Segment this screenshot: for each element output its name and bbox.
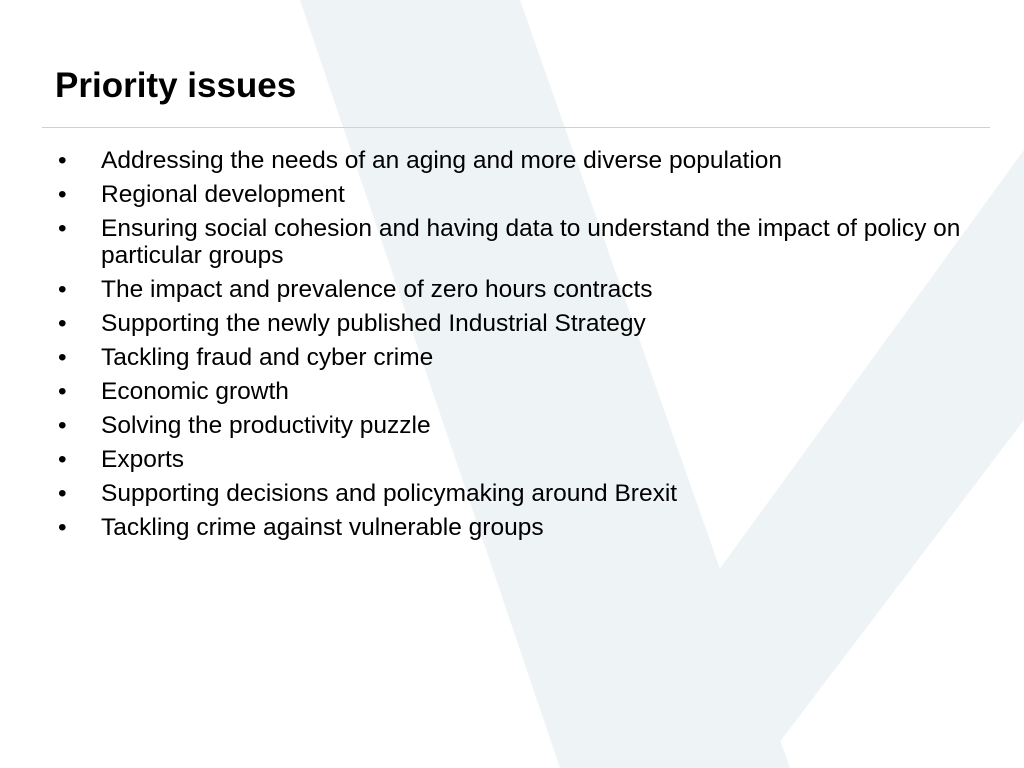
bullet-dot-icon: • xyxy=(58,514,67,541)
bullet-dot-icon: • xyxy=(58,181,67,208)
list-item xyxy=(58,446,968,473)
bullet-dot-icon: • xyxy=(58,310,67,337)
list-item-text: Tackling crime against vulnerable groups xyxy=(101,514,544,541)
list-item-text: Economic growth xyxy=(101,378,289,405)
list-item xyxy=(58,480,968,507)
list-item xyxy=(58,276,968,303)
title-divider xyxy=(42,127,990,128)
list-item-text: Regional development xyxy=(101,181,345,208)
list-item xyxy=(58,181,968,208)
slide-title: Priority issues xyxy=(55,66,297,105)
list-item xyxy=(58,147,968,174)
list-item-text: Tackling fraud and cyber crime xyxy=(101,344,434,371)
list-item-text: Exports xyxy=(101,446,185,473)
list-item xyxy=(58,378,968,405)
list-item xyxy=(58,514,968,541)
list-item-text: The impact and prevalence of zero hours contracts xyxy=(101,276,653,303)
bullet-dot-icon: • xyxy=(58,215,67,242)
list-item-text: Ensuring social cohesion and having data to understand the impact of policy on particular groups xyxy=(101,215,961,269)
bullet-dot-icon: • xyxy=(58,276,67,303)
bullet-dot-icon: • xyxy=(58,378,67,405)
bullet-dot-icon: • xyxy=(58,446,67,473)
list-item xyxy=(58,412,968,439)
bullet-dot-icon: • xyxy=(58,480,67,507)
priority-list xyxy=(58,147,968,548)
bullet-dot-icon: • xyxy=(58,412,67,439)
bullet-dot-icon: • xyxy=(58,147,67,174)
list-item-text: Solving the productivity puzzle xyxy=(101,412,431,439)
list-item xyxy=(58,344,968,371)
list-item xyxy=(58,310,968,337)
list-item xyxy=(58,215,968,269)
list-item-text: Addressing the needs of an aging and more diverse population xyxy=(101,147,783,174)
bullet-dot-icon: • xyxy=(58,344,67,371)
list-item-text: Supporting the newly published Industrial Strategy xyxy=(101,310,646,337)
list-item-text: Supporting decisions and policymaking around Brexit xyxy=(101,480,678,507)
